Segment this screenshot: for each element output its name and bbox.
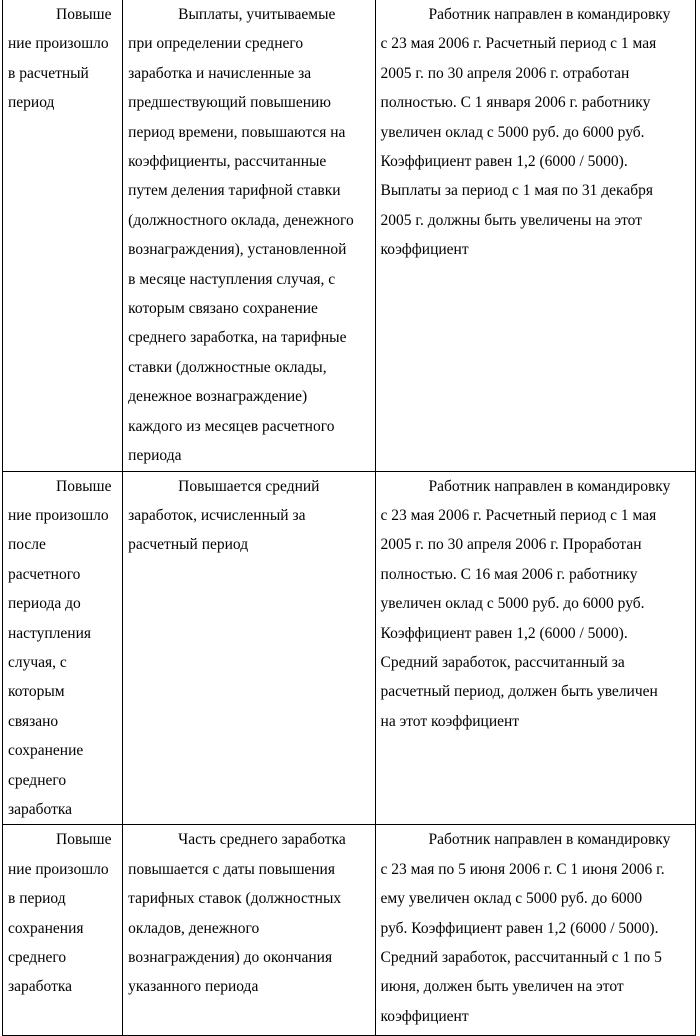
example-cell (375, 471, 695, 825)
example-cell (375, 0, 695, 471)
rule-cell (123, 825, 375, 1036)
rule-cell (123, 471, 375, 825)
example-text: Работник направлен в командировку с 23 мая 2006 г. Расчетный период с 1 мая 2005 г. по 30 апреля 2006 г. Проработан полностью. С 16 мая 2006 г. работнику увеличен оклад с 5000 руб. до 6000 руб. Коэффициент равен 1,2 (6000 / 5000). Средний заработок, рассчитанный за расчетный период, должен быть увеличен на этот коэффициент (380, 477, 671, 730)
table-row (3, 471, 696, 825)
table-row (3, 825, 696, 1036)
rule-text: Часть среднего заработка повышается с даты повышения тарифных ставок (должностных окладов, денежного вознаграждения) до окончания указанного периода (128, 831, 346, 996)
condition-text: Повыше ние произошло в период сохранения среднего заработка (8, 831, 112, 996)
example-cell (375, 825, 695, 1036)
condition-cell (3, 825, 123, 1036)
example-text: Работник направлен в командировку с 23 мая по 5 июня 2006 г. С 1 июня 2006 г. ему увеличен оклад с 5000 руб. до 6000 руб. Коэффициент равен 1,2 (6000 / 5000). Средний заработок, рассчитанный с 1 по 5 июня, должен быть увеличен на этот коэффициент (380, 831, 671, 1025)
rule-text: Повышается средний заработок, исчисленный за расчетный период (128, 477, 320, 554)
example-text: Работник направлен в командировку с 23 мая 2006 г. Расчетный период с 1 мая 2005 г. по 30 апреля 2006 г. отработан полностью. С 1 января 2006 г. работнику увеличен оклад с 5000 руб. до 6000 руб. Коэффициент равен 1,2 (6000 / 5000). Выплаты за период с 1 мая по 31 декабря 2005 г. должны быть увеличены на этот коэффициент (380, 6, 671, 259)
rule-cell (123, 0, 375, 471)
condition-cell (3, 0, 123, 471)
rule-text: Выплаты, учитываемые при определении среднего заработка и начисленные за предшествующий повышению период времени, повышаются на коэффициенты, рассчитанные путем деления тарифной ставки (должностного оклада, денежного вознаграждения), установленной в месяце наступления случая, с которым связано сохранение среднего заработка, на тарифные ставки (должностные оклады, денежное вознаграждение) каждого из месяцев расчетного периода (128, 6, 354, 465)
salary-increase-table (2, 0, 696, 1036)
condition-cell (3, 471, 123, 825)
condition-text: Повыше ние произошло после расчетного периода до наступления случая, с которым связано сохранение среднего заработка (8, 477, 112, 818)
condition-text: Повыше ние произошло в расчетный период (8, 6, 112, 112)
table-row (3, 0, 696, 471)
